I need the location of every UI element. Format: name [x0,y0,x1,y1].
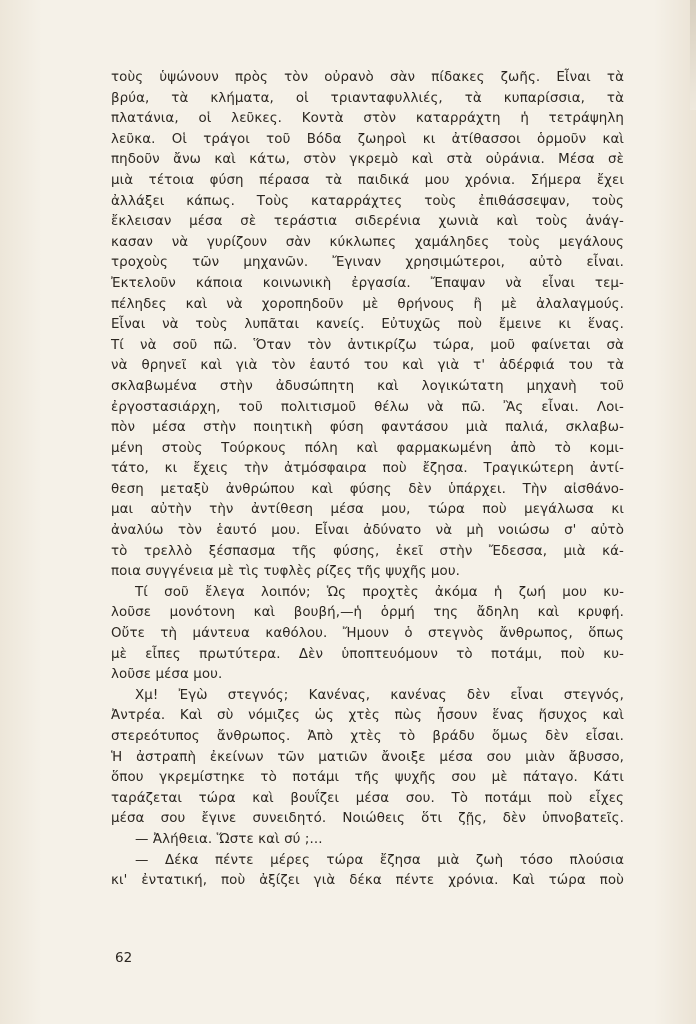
text-line: λοῦσε μέσα μου. [111,667,223,683]
text-line: ὅπου γκρεμίστηκε τὸ ποτάμι τῆς ψυχῆς σου μὲ πάταγο. Κάτι [111,770,624,786]
text-line: Ἐκτελοῦν κάποια κοινωνικὴ ἐργασία. Ἔπαψαν νὰ εἶναι τεμ- [111,275,624,291]
text-line: μέσα σου ἔγινε συνειδητό. Νοιώθεις ὅτι ζῇς, δὲν ὑπνοβατεῖς. [111,811,624,827]
text-line: Τί σοῦ ἔλεγα λοιπόν; Ὡς προχτὲς ἀκόμα ἡ ζωή μου κυ- [135,584,624,600]
text-line: πέληδες καὶ νὰ χοροπηδοῦν μὲ θρήνους ἢ μὲ ἀλαλαγμούς. [111,296,624,312]
page-edge-shadow [690,0,696,110]
text-line: τὸ τρελλὸ ξέσπασμα τῆς φύσης, ἐκεῖ στὴν Ἔδεσσα, μιὰ κά- [111,543,624,559]
text-line: τοὺς ὑψώνουν πρὸς τὸν οὐρανὸ σὰν πίδακες ζωῆς. Εἶναι τὰ [111,70,624,85]
text-line: βρύα, τὰ κλήματα, οἱ τριανταφυλλιές, τὰ κυπαρίσσια, τὰ [111,90,624,106]
text-line: ἀναλύω τὸν ἑαυτό μου. Εἶναι ἀδύνατο νὰ μὴ νοιώσω σ' αὐτὸ [111,523,624,539]
text-line: Ἀντρέα. Καὶ σὺ νόμιζες ὡς χτὲς πὼς ἦσουν ἕνας ἥσυχος καὶ [111,708,624,724]
text-line: λεῦκα. Οἱ τράγοι τοῦ Βόδα ζωηροὶ κι ἀτίθασσοι ὁρμοῦν καὶ [111,131,624,147]
text-line: μιὰ τέτοια φύση πέρασα τὰ παιδικά μου χρόνια. Σήμερα ἔχει [111,172,624,188]
text-line: θεση μεταξὺ ἀνθρώπου καὶ φύσης δὲν ὑπάρχει. Τὴν αἰσθάνο- [111,481,624,497]
text-line: τάτο, κι ἔχεις τὴν ἀτμόσφαιρα ποὺ ἔζησα. Τραγικώτερη ἀντί- [111,461,624,477]
text-line: λοῦσε μονότονη καὶ βουβή,—ἡ ὁρμή της ἄδηλη καὶ κρυφή. [111,605,624,621]
text-line: σκλαβωμένα στὴν ἀδυσώπητη καὶ λογικώτατη μηχανὴ τοῦ [111,378,624,394]
text-line: ἔκλεισαν μέσα σὲ τεράστια σιδερένια χωνιὰ καὶ τοὺς ἀνάγ- [111,214,624,230]
text-line: κι' ἐντατική, ποὺ ἀξίζει γιὰ δέκα πέντε χρόνια. Καὶ τώρα ποὺ [111,873,624,889]
text-line: νὰ θρηνεῖ καὶ γιὰ τὸν ἑαυτό του καὶ γιὰ τ' ἀδέρφιά του τὰ [111,358,624,374]
text-line: τροχοὺς τῶν μηχανῶν. Ἔγιναν χρησιμώτεροι, αὐτὸ εἶναι. [111,255,624,271]
text-line: Χμ! Ἐγὼ στεγνός; Κανένας, κανένας δὲν εἶναι στεγνός, [135,687,624,703]
text-line: μαι αὐτὴν τὴν ἀντίθεση μέσα μου, τώρα ποὺ μεγάλωσα κι [111,502,624,518]
text-line: — Δέκα πέντε μέρες τώρα ἔζησα μιὰ ζωὴ τόσο πλούσια [135,852,624,868]
text-line: στερεότυπος ἄνθρωπος. Ἀπὸ χτὲς τὸ βράδυ ὅμως δὲν εἶσαι. [111,729,624,744]
text-line: ἐργοστασιάρχη, τοῦ πολιτισμοῦ θέλω νὰ πῶ. Ἂς εἶναι. Λοι- [111,399,624,415]
text-line: Οὔτε τὴ μάντευα καθόλου. Ἤμουν ὁ στεγνὸς ἄνθρωπος, ὅπως [111,626,624,642]
text-line: ποια συγγένεια μὲ τὶς τυφλὲς ρίζες τῆς ψυχῆς μου. [111,564,461,580]
text-line: ταράζεται τώρα καὶ βουΐζει μέσα σου. Τὸ ποτάμι ποὺ εἶχες [111,790,624,806]
text-line: μὲ εἶπες πρωτύτερα. Δὲν ὑποπτευόμουν τὸ ποτάμι, ποὺ κυ- [111,646,624,662]
text-line: Ἡ ἀστραπὴ ἐκείνων τῶν ματιῶν ἄνοιξε μέσα σου μιὰν ἄβυσσο, [111,749,624,765]
body-text [111,68,624,892]
text-line: μένη στοὺς Τούρκους πόλη καὶ φαρμακωμένη ἀπὸ τὸ κομι- [111,440,624,456]
text-line: — Ἀλήθεια. Ὥστε καὶ σύ ;... [135,831,323,847]
text-line: πλατάνια, οἱ λεῦκες. Κοντὰ στὸν καταρράχτη ἡ τετράψηλη [111,111,624,127]
text-line: Εἶναι νὰ τοὺς λυπᾶται κανείς. Εὐτυχῶς ποὺ ἔμεινε κι ἕνας. [111,317,624,333]
text-line: πηδοῦν ἄνω καὶ κάτω, στὸν γκρεμὸ καὶ στὰ οὐράνια. Μέσα σὲ [111,152,624,168]
text-line: πὸν μέσα στὴν ποιητικὴ φύση φαντάσου μιὰ παλιά, σκλαβω- [111,420,624,436]
text-line: Τί νὰ σοῦ πῶ. Ὅταν τὸν ἀντικρίζω τώρα, μοῦ φαίνεται σὰ [111,337,624,353]
text-line: ἀλλάξει κάπως. Τοὺς καταρράχτες τοὺς ἐπιθάσσεψαν, τοὺς [111,193,624,209]
text-line: κασαν νὰ γυρίζουν σὰν κύκλωπες χαμάληδες τοὺς μεγάλους [111,234,624,250]
page-number: 62 [115,950,133,966]
